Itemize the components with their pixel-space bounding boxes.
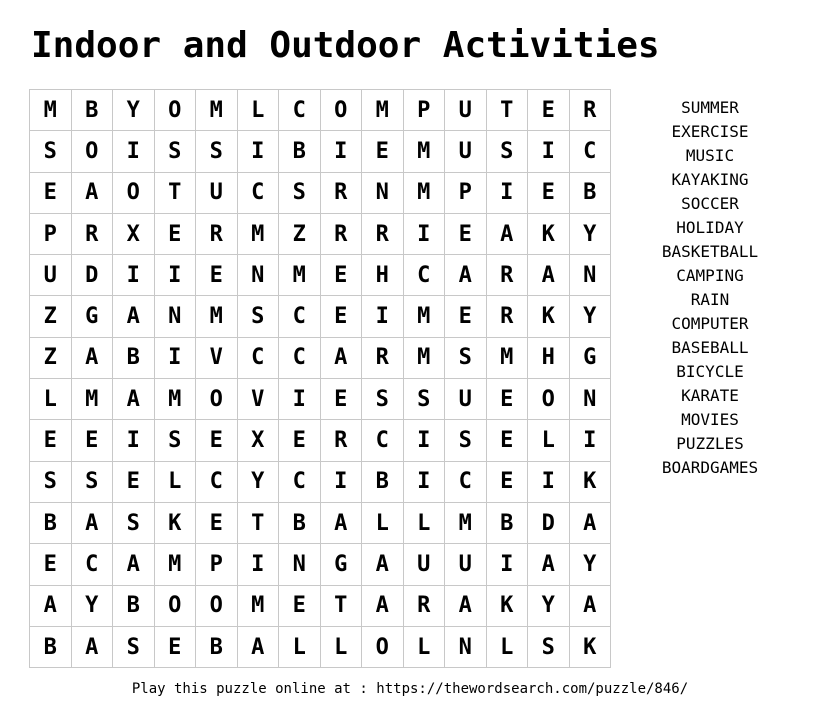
grid-cell[interactable]: E xyxy=(196,420,238,461)
grid-cell[interactable]: B xyxy=(72,90,114,131)
grid-cell[interactable]: M xyxy=(155,544,197,585)
grid-cell[interactable]: M xyxy=(404,338,446,379)
grid-cell[interactable]: A xyxy=(72,627,114,668)
grid-cell[interactable]: M xyxy=(404,131,446,172)
word-list-item: KARATE xyxy=(681,386,739,405)
word-list-item: BOARDGAMES xyxy=(661,458,759,477)
grid-cell[interactable]: B xyxy=(362,462,404,503)
grid-cell[interactable]: B xyxy=(196,627,238,668)
grid-cell[interactable]: K xyxy=(570,462,612,503)
grid-cell[interactable]: I xyxy=(155,255,197,296)
grid-cell[interactable]: C xyxy=(279,462,321,503)
grid-cell[interactable]: N xyxy=(279,544,321,585)
grid-cell[interactable]: S xyxy=(113,627,155,668)
grid-cell[interactable]: S xyxy=(30,462,72,503)
grid-cell[interactable]: C xyxy=(196,462,238,503)
grid-cell[interactable]: M xyxy=(238,586,280,627)
grid-cell[interactable]: A xyxy=(30,586,72,627)
letter-grid xyxy=(29,89,611,668)
grid-cell[interactable]: A xyxy=(528,255,570,296)
grid-cell[interactable]: A xyxy=(570,503,612,544)
grid-cell[interactable]: S xyxy=(445,338,487,379)
grid-cell[interactable]: E xyxy=(321,255,363,296)
grid-cell[interactable]: R xyxy=(487,255,529,296)
grid-cell[interactable]: R xyxy=(196,214,238,255)
grid-cell[interactable]: E xyxy=(279,586,321,627)
grid-cell[interactable]: R xyxy=(570,90,612,131)
word-list-item: HOLIDAY xyxy=(676,218,744,237)
grid-cell[interactable]: K xyxy=(528,214,570,255)
grid-cell[interactable]: A xyxy=(362,544,404,585)
grid-cell[interactable]: R xyxy=(72,214,114,255)
grid-cell[interactable]: L xyxy=(404,503,446,544)
grid-cell[interactable]: B xyxy=(113,586,155,627)
grid-cell[interactable]: M xyxy=(72,379,114,420)
grid-cell[interactable]: E xyxy=(487,462,529,503)
grid-cell[interactable]: O xyxy=(155,586,197,627)
grid-cell[interactable]: R xyxy=(321,420,363,461)
grid-cell[interactable]: Y xyxy=(113,90,155,131)
grid-cell[interactable]: L xyxy=(30,379,72,420)
grid-cell[interactable]: I xyxy=(279,379,321,420)
grid-cell[interactable]: N xyxy=(362,173,404,214)
word-list-item: MUSIC xyxy=(685,146,735,165)
grid-cell[interactable]: E xyxy=(279,420,321,461)
grid-cell[interactable]: S xyxy=(72,462,114,503)
grid-cell[interactable]: O xyxy=(528,379,570,420)
grid-cell[interactable]: E xyxy=(113,462,155,503)
grid-cell[interactable]: M xyxy=(155,379,197,420)
grid-cell[interactable]: U xyxy=(445,544,487,585)
grid-cell[interactable]: E xyxy=(321,296,363,337)
grid-cell[interactable]: L xyxy=(279,627,321,668)
grid-cell[interactable]: M xyxy=(404,296,446,337)
grid-cell[interactable]: U xyxy=(445,131,487,172)
puzzle-title: Indoor and Outdoor Activities xyxy=(31,25,660,66)
grid-cell[interactable]: A xyxy=(113,296,155,337)
word-list-item: RAIN xyxy=(690,290,730,309)
grid-cell[interactable]: I xyxy=(570,420,612,461)
grid-cell[interactable]: P xyxy=(30,214,72,255)
grid-cell[interactable]: S xyxy=(238,296,280,337)
grid-cell[interactable]: E xyxy=(30,420,72,461)
grid-cell[interactable]: A xyxy=(570,586,612,627)
grid-cell[interactable]: P xyxy=(404,90,446,131)
word-list-item: CAMPING xyxy=(676,266,744,285)
grid-cell[interactable]: I xyxy=(113,255,155,296)
grid-cell[interactable]: A xyxy=(362,586,404,627)
grid-cell[interactable]: N xyxy=(570,255,612,296)
grid-cell[interactable]: R xyxy=(404,586,446,627)
grid-cell[interactable]: I xyxy=(238,131,280,172)
grid-cell[interactable]: B xyxy=(570,173,612,214)
word-list-item: SUMMER xyxy=(681,98,739,117)
grid-cell[interactable]: R xyxy=(362,214,404,255)
grid-cell[interactable]: X xyxy=(238,420,280,461)
grid-cell[interactable]: K xyxy=(528,296,570,337)
word-list-item: SOCCER xyxy=(681,194,739,213)
grid-cell[interactable]: C xyxy=(279,338,321,379)
grid-cell[interactable]: U xyxy=(404,544,446,585)
grid-cell[interactable]: B xyxy=(30,503,72,544)
grid-cell[interactable]: E xyxy=(528,90,570,131)
grid-cell[interactable]: L xyxy=(487,627,529,668)
grid-cell[interactable]: A xyxy=(321,338,363,379)
grid-cell[interactable]: E xyxy=(30,173,72,214)
grid-cell[interactable]: N xyxy=(445,627,487,668)
grid-cell[interactable]: R xyxy=(321,173,363,214)
grid-cell[interactable]: G xyxy=(321,544,363,585)
grid-cell[interactable]: E xyxy=(155,214,197,255)
grid-cell[interactable]: C xyxy=(238,338,280,379)
grid-cell[interactable]: R xyxy=(321,214,363,255)
grid-cell[interactable]: Z xyxy=(30,338,72,379)
grid-cell[interactable]: B xyxy=(113,338,155,379)
grid-cell[interactable]: I xyxy=(321,131,363,172)
grid-cell[interactable]: I xyxy=(362,296,404,337)
grid-cell[interactable]: M xyxy=(196,296,238,337)
grid-cell[interactable]: I xyxy=(487,173,529,214)
grid-cell[interactable]: E xyxy=(445,296,487,337)
grid-cell[interactable]: S xyxy=(528,627,570,668)
grid-cell[interactable]: L xyxy=(528,420,570,461)
grid-cell[interactable]: S xyxy=(362,379,404,420)
grid-cell[interactable]: U xyxy=(445,90,487,131)
grid-cell[interactable]: C xyxy=(72,544,114,585)
grid-cell[interactable]: S xyxy=(30,131,72,172)
grid-cell[interactable]: E xyxy=(487,420,529,461)
grid-cell[interactable]: E xyxy=(528,173,570,214)
grid-cell[interactable]: K xyxy=(570,627,612,668)
grid-cell[interactable]: I xyxy=(404,420,446,461)
grid-cell[interactable]: M xyxy=(445,503,487,544)
word-list-item: EXERCISE xyxy=(671,122,749,141)
grid-cell[interactable]: O xyxy=(155,90,197,131)
grid-cell[interactable]: B xyxy=(279,131,321,172)
grid-cell[interactable]: I xyxy=(487,544,529,585)
grid-cell[interactable]: P xyxy=(196,544,238,585)
grid-cell[interactable]: B xyxy=(487,503,529,544)
grid-cell[interactable]: S xyxy=(113,503,155,544)
grid-cell[interactable]: R xyxy=(487,296,529,337)
grid-cell[interactable]: H xyxy=(528,338,570,379)
grid-cell[interactable]: I xyxy=(528,462,570,503)
grid-cell[interactable]: N xyxy=(238,255,280,296)
grid-cell[interactable]: X xyxy=(113,214,155,255)
word-list-item: KAYAKING xyxy=(671,170,749,189)
grid-cell[interactable]: E xyxy=(196,503,238,544)
word-list-item: COMPUTER xyxy=(671,314,749,333)
grid-cell[interactable]: E xyxy=(445,214,487,255)
grid-cell[interactable]: C xyxy=(238,173,280,214)
grid-cell[interactable]: Y xyxy=(570,214,612,255)
grid-cell[interactable]: E xyxy=(487,379,529,420)
grid-cell[interactable]: O xyxy=(362,627,404,668)
grid-cell[interactable]: N xyxy=(570,379,612,420)
grid-cell[interactable]: M xyxy=(279,255,321,296)
grid-cell[interactable]: A xyxy=(113,544,155,585)
grid-cell[interactable]: K xyxy=(487,586,529,627)
grid-cell[interactable]: M xyxy=(362,90,404,131)
grid-cell[interactable]: S xyxy=(196,131,238,172)
grid-cell[interactable]: M xyxy=(487,338,529,379)
grid-cell[interactable]: C xyxy=(279,296,321,337)
grid-cell[interactable]: C xyxy=(445,462,487,503)
grid-cell[interactable]: A xyxy=(487,214,529,255)
grid-cell[interactable]: R xyxy=(362,338,404,379)
grid-cell[interactable]: A xyxy=(445,586,487,627)
grid-cell[interactable]: M xyxy=(404,173,446,214)
grid-cell[interactable]: E xyxy=(196,255,238,296)
grid-cell[interactable]: A xyxy=(528,544,570,585)
grid-cell[interactable]: D xyxy=(72,255,114,296)
grid-cell[interactable]: H xyxy=(362,255,404,296)
grid-cell[interactable]: I xyxy=(113,420,155,461)
grid-cell[interactable]: Y xyxy=(570,296,612,337)
word-list xyxy=(640,96,780,480)
word-list-item: BASEBALL xyxy=(671,338,749,357)
grid-cell[interactable]: E xyxy=(321,379,363,420)
grid-cell[interactable]: D xyxy=(528,503,570,544)
grid-cell[interactable]: C xyxy=(570,131,612,172)
grid-cell[interactable]: C xyxy=(362,420,404,461)
grid-cell[interactable]: E xyxy=(72,420,114,461)
grid-cell[interactable]: I xyxy=(113,131,155,172)
grid-cell[interactable]: A xyxy=(72,503,114,544)
grid-cell[interactable]: A xyxy=(445,255,487,296)
grid-cell[interactable]: T xyxy=(321,586,363,627)
grid-cell[interactable]: G xyxy=(570,338,612,379)
grid-cell[interactable]: G xyxy=(72,296,114,337)
grid-cell[interactable]: A xyxy=(238,627,280,668)
footer-link-text: Play this puzzle online at : https://thewordsearch.com/puzzle/846/ xyxy=(131,681,689,697)
grid-cell[interactable]: S xyxy=(445,420,487,461)
grid-cell[interactable]: C xyxy=(404,255,446,296)
grid-cell[interactable]: T xyxy=(487,90,529,131)
grid-cell[interactable]: L xyxy=(362,503,404,544)
grid-cell[interactable]: Y xyxy=(528,586,570,627)
grid-cell[interactable]: A xyxy=(72,338,114,379)
grid-cell[interactable]: K xyxy=(155,503,197,544)
grid-cell[interactable]: O xyxy=(72,131,114,172)
grid-cell[interactable]: M xyxy=(238,214,280,255)
grid-cell[interactable]: Y xyxy=(238,462,280,503)
grid-cell[interactable]: O xyxy=(113,173,155,214)
grid-cell[interactable]: O xyxy=(321,90,363,131)
grid-cell[interactable]: S xyxy=(487,131,529,172)
grid-cell[interactable]: V xyxy=(196,338,238,379)
grid-cell[interactable]: A xyxy=(321,503,363,544)
grid-cell[interactable]: E xyxy=(155,627,197,668)
grid-cell[interactable]: I xyxy=(321,462,363,503)
grid-cell[interactable]: Z xyxy=(30,296,72,337)
grid-cell[interactable]: S xyxy=(404,379,446,420)
grid-cell[interactable]: O xyxy=(196,379,238,420)
grid-cell[interactable]: E xyxy=(362,131,404,172)
word-list-item: BICYCLE xyxy=(676,362,744,381)
grid-cell[interactable]: M xyxy=(30,90,72,131)
grid-cell[interactable]: I xyxy=(155,338,197,379)
grid-cell[interactable]: L xyxy=(404,627,446,668)
grid-cell[interactable]: Y xyxy=(72,586,114,627)
grid-cell[interactable]: L xyxy=(155,462,197,503)
grid-cell[interactable]: T xyxy=(155,173,197,214)
grid-cell[interactable]: I xyxy=(404,462,446,503)
grid-cell[interactable]: M xyxy=(196,90,238,131)
grid-cell[interactable]: Z xyxy=(279,214,321,255)
grid-cell[interactable]: L xyxy=(238,90,280,131)
grid-cell[interactable]: P xyxy=(445,173,487,214)
grid-cell[interactable]: S xyxy=(155,131,197,172)
grid-cell[interactable]: U xyxy=(445,379,487,420)
grid-cell[interactable]: Y xyxy=(570,544,612,585)
grid-cell[interactable]: S xyxy=(155,420,197,461)
grid-cell[interactable]: O xyxy=(196,586,238,627)
grid-cell[interactable]: A xyxy=(113,379,155,420)
grid-cell[interactable]: I xyxy=(528,131,570,172)
word-list-item: PUZZLES xyxy=(676,434,744,453)
grid-cell[interactable]: N xyxy=(155,296,197,337)
grid-cell[interactable]: S xyxy=(279,173,321,214)
grid-cell[interactable]: B xyxy=(279,503,321,544)
grid-cell[interactable]: B xyxy=(30,627,72,668)
grid-cell[interactable]: V xyxy=(238,379,280,420)
grid-cell[interactable]: U xyxy=(196,173,238,214)
grid-cell[interactable]: I xyxy=(404,214,446,255)
grid-cell[interactable]: E xyxy=(30,544,72,585)
grid-cell[interactable]: I xyxy=(238,544,280,585)
grid-cell[interactable]: A xyxy=(72,173,114,214)
grid-cell[interactable]: T xyxy=(238,503,280,544)
grid-cell[interactable]: U xyxy=(30,255,72,296)
grid-cell[interactable]: L xyxy=(321,627,363,668)
word-list-item: BASKETBALL xyxy=(661,242,759,261)
word-list-item: MOVIES xyxy=(681,410,739,429)
grid-cell[interactable]: C xyxy=(279,90,321,131)
